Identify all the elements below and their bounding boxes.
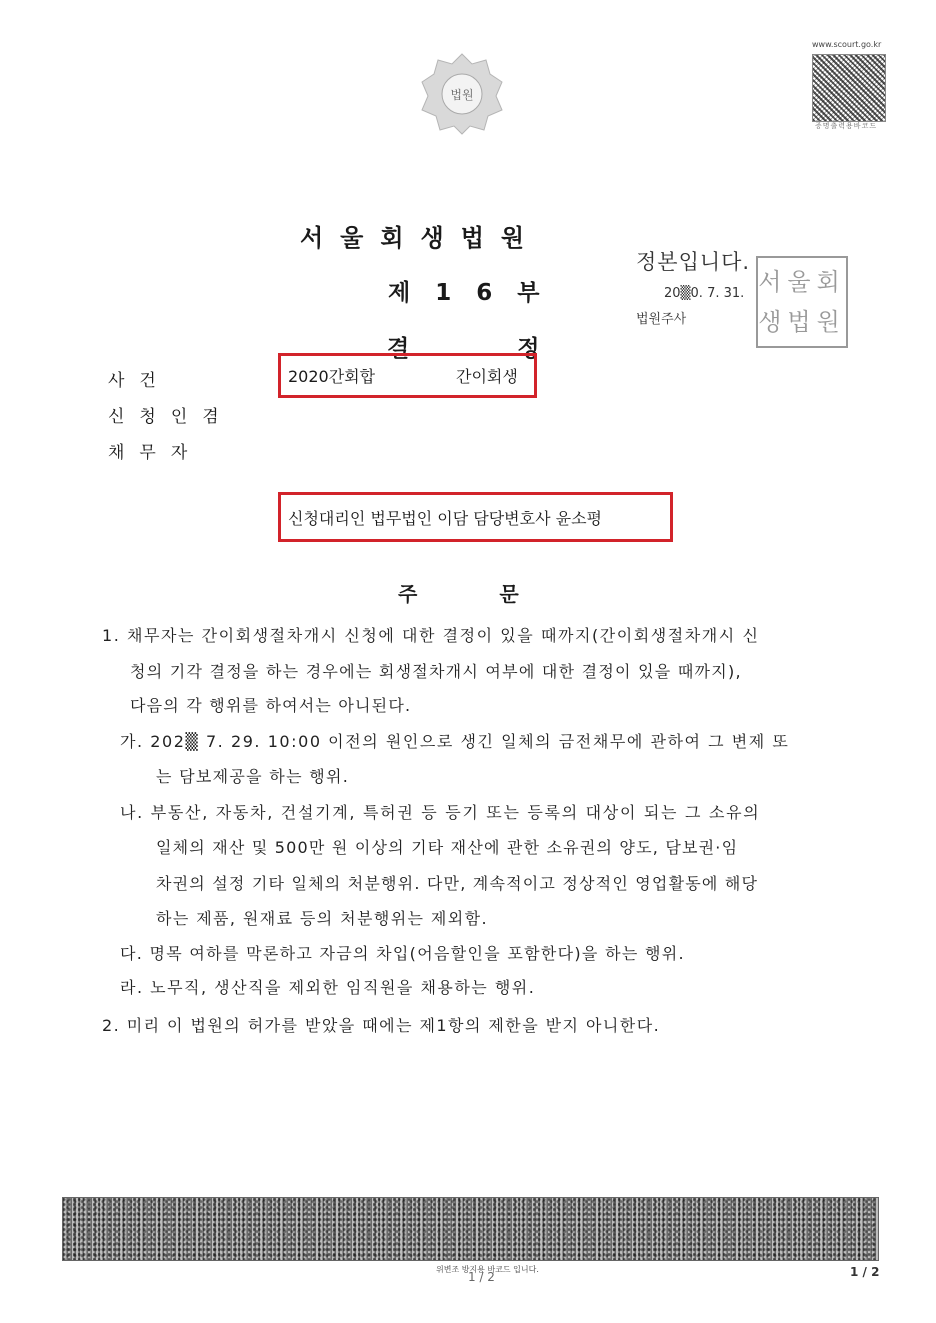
order-line: 1. 채무자는 간이회생절차개시 신청에 대한 결정이 있을 때까지(간이회생절차개시 신 <box>102 626 760 645</box>
order-line: 일체의 재산 및 500만 원 이상의 기타 재산에 관한 소유권의 양도, 담보권·임 <box>156 838 739 857</box>
certification-clerk: 법원주사 <box>636 312 687 327</box>
case-label: 사건 <box>108 371 171 391</box>
certification-date: 20▒0. 7. 31. <box>664 286 745 301</box>
order-line: 다음의 각 행위를 하여서는 아니된다. <box>130 696 412 715</box>
order-line: 라. 노무직, 생산직을 제외한 임직원을 채용하는 행위. <box>120 978 536 997</box>
applicant-agent: 신청대리인 법무법인 이담 담당변호사 윤소평 <box>288 509 603 528</box>
page-number-right: 1 / 2 <box>850 1265 880 1279</box>
court-division: 제16부 <box>388 280 565 306</box>
certified-copy-text: 정본입니다. <box>636 250 751 274</box>
court-name: 서울회생법원 <box>300 224 542 252</box>
anti-forgery-barcode-icon <box>62 1197 879 1261</box>
order-line: 다. 명목 여하를 막론하고 자금의 차입(어음할인을 포함한다)을 하는 행위. <box>120 944 685 963</box>
qr-caption: 증명출력용바코드 <box>815 122 878 130</box>
order-line: 는 담보제공을 하는 행위. <box>156 767 350 786</box>
qr-code-icon <box>812 54 886 122</box>
barcode-caption: 위변조 방지용 바코드 입니다. <box>436 1265 539 1274</box>
order-line: 하는 제품, 원재료 등의 처분행위는 제외함. <box>156 909 488 928</box>
emblem-text: 법원 <box>450 88 474 102</box>
court-emblem <box>420 52 504 136</box>
applicant-label: 신청인겸 <box>108 407 234 427</box>
order-line: 2. 미리 이 법원의 허가를 받았을 때에는 제1항의 제한을 받지 아니한다. <box>102 1016 661 1035</box>
page-number-center: 1 / 2 <box>468 1270 495 1284</box>
case-name: 간이회생 <box>456 367 518 386</box>
order-line: 청의 기각 결정을 하는 경우에는 회생절차개시 여부에 대한 결정이 있을 때까지), <box>130 662 742 681</box>
order-line: 차권의 설정 기타 일체의 처분행위. 다만, 계속적이고 정상적인 영업활동에 해당 <box>156 874 759 893</box>
order-line: 나. 부동산, 자동차, 건설기계, 특허권 등 등기 또는 등록의 대상이 되는 그 소유의 <box>120 803 761 822</box>
document-type: 결정 <box>387 336 648 362</box>
debtor-label: 채무자 <box>108 443 203 463</box>
order-line: 가. 202▒ 7. 29. 10:00 이전의 원인으로 생긴 일체의 금전채무에 관하여 그 변제 또 <box>120 732 790 751</box>
order-heading: 주문 <box>398 582 601 606</box>
qr-url: www.scourt.go.kr <box>812 40 882 49</box>
case-number: 2020간회합 <box>288 367 376 386</box>
court-seal: 서울회생법원 <box>756 256 848 348</box>
